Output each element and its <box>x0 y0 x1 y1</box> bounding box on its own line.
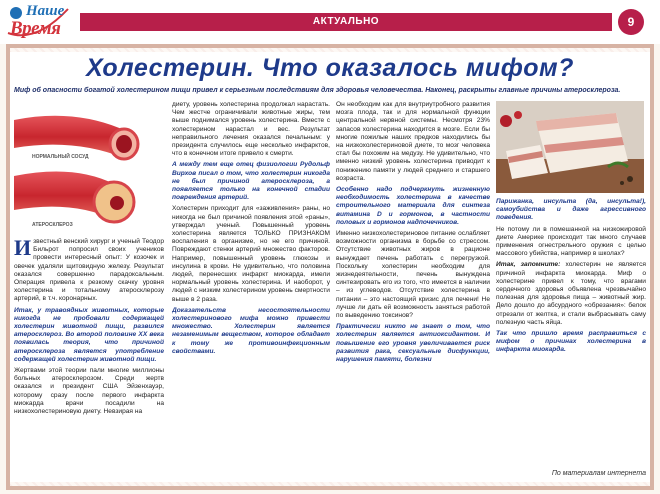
column-2 <box>172 101 330 469</box>
column-3 <box>336 101 490 469</box>
food-photo <box>496 101 644 193</box>
page-number: 9 <box>618 9 644 35</box>
column-1 <box>14 238 164 468</box>
col1-paragraph-3: Жертвами этой теории пали многие миллионы больных атеросклерозом. Среди жертв оказался и президент США Эйзенхауэр, которому сразу после первого инфаркта миокарда врачи посадили на низкохолестериновую диету. Невзирая на <box>14 367 164 416</box>
col4-paragraph-1: Не потому ли в помешанной на низкожировой диете Америке происходит так много случаев применения огнестрельного оружия с целью массового убийства, например в школах? <box>496 225 646 258</box>
article-subtitle: Миф об опасности богатой холестерином пищи привел к серьезным последствиям для здоровья человечества. Наконец, раскрыты главные причины атеросклероза. <box>14 87 621 94</box>
col4-caption: Парижанка, инсульта (да, инсульта!), самоубийства и даже агрессивного поведения. <box>496 198 646 222</box>
col3-paragraph-2: Особенно надо подчеркнуть жизненную необходимость холестерина в качестве строительного материала для синтеза витамина D и гормонов, в частности половых и гормонов надпочечников. <box>336 186 490 226</box>
col4-paragraph-3: Так что пришло время расправиться с мифом о причинах холестерина в инфаркта миокарда. <box>496 330 646 354</box>
label-normal-vessel: НОРМАЛЬНЫЙ СОСУД <box>32 154 89 160</box>
col2-paragraph-2: А между тем еще отец физиологии Рудольф Вирхов писал о том, что холестерин никогда не был причиной атеросклероза, а появляется только на конечной стадии повреждения артерий. <box>172 161 330 202</box>
col2-paragraph-3: Холестерин приходит для «заживления» раны, но никогда не был причиной появления этой «раны», утверждал ученый. Повышенный уровень холестерина является ТОЛЬКО ПРИЗНАКОМ воспаления в организме, но не его причиной. Повреждают стенки артерий множество факторов. Например, повышенный уровень глюкозы и инсулина в крови. Не удивительно, что половина людей, перенесших инфаркт миокарда, имели нормальный уровень холестерина. И наоборот, у людей с низким холестерином уровень смертности выше в 2 раза. <box>172 205 330 303</box>
drop-cap: И <box>14 238 32 260</box>
article-title: Холестерин. Что оказалось мифом? <box>86 54 574 82</box>
salo-photo <box>496 101 644 193</box>
col1-paragraph-2: Итак, у травоядных животных, которые никогда не пробовали содержащей холестерин животной пищи, развился атеросклероз. Во второй половине ХХ века появилась теория, что причиной атеросклероза является употребление содержащей холестерин животной пищи. <box>14 306 164 363</box>
page-header <box>0 0 660 44</box>
newspaper-logo <box>6 3 70 41</box>
col4-lead: Итак, запомните: <box>496 261 561 269</box>
col2-paragraph-4: Доказательств несостоятельности холестеринового мифа можно привести множество. Холестерин является незаменимым веществом, которое обладает к тому же противоинфекционным свойствами. <box>172 306 330 355</box>
col3-paragraph-3: Именно низкохолестериновое питание ослабляет возможности организма в борьбе со стрессом. Отсутствие животных жиров в рационе вынуждает печень работать с перегрузкой. Поскольку холестерин необходим для жизнедеятельности, печень вынуждена синтезировать его из того, что имеется в наличии – из углеводов. Отсутствие холестерина в питании – это настоящий кризис для печени! Не лучше ли дать ей возможность заняться работой по выведению токсинов? <box>336 230 490 320</box>
section-title: АКТУАЛЬНО <box>80 13 612 31</box>
source-note: По материалам интернета <box>551 470 646 477</box>
column-4 <box>496 198 646 468</box>
col3-paragraph-4: Практически никто не знает о том, что холестерин является антиоксидантом. И повышение его уровня увеличивается риск развития рака, сексуальные дисфункции, нарушения памяти, болезни <box>336 323 490 364</box>
artery-image <box>14 100 164 234</box>
col3-paragraph-1: Он необходим как для внутриутробного развития мозга плода, так и для нормальной функции центральной нервной системы. Несмотря 23% запасов холестерина находится в мозге. Если бы многие пожилые наших предков находились бы на низкохолестериновой диете, то мозг человека стал бы похожим на медузу. Не удивительно, что именно низкий уровень холестерина приводит к понижению памяти у людей среднего и старшего возраста. <box>336 101 490 182</box>
col2-paragraph-1: диету, уровень холестерина продолжал нарастать. Чем жестче ограничивали животные жиры, тем выше поднимался уровень холестерина. Вместе с холестерином нарастал и вес. Результат неправильного лечения оказался печальным: у президента случилось еще несколько инфарктов, что в конечном итоге привело к смерти. <box>172 101 330 158</box>
label-atherosclerosis: АТЕРОСКЛЕРОЗ <box>32 222 73 228</box>
logo-text-top: Наше <box>26 3 65 19</box>
logo-text-bottom: Время <box>10 18 61 39</box>
artery-illustration <box>14 100 164 234</box>
col4-paragraph-2: холестерин не является причиной инфаркта миокарда. Миф о холестерине привел к тому, что врагами сердечного здоровья объявлена чрезвычайно полезная для здоровья пища – животный жир. Дело дошло до абсурдного «обрезания»: белок отрезали от желтка, и стали выбрасывать саму полезную часть яйца. <box>496 261 646 326</box>
col1-paragraph-1: звестный венский хирург и ученый Теодор Бильрот попросил своих учеников провести интересный опыт: У козочек и овечек удаляли щитовидную железу. Результат оказался совершенно парадоксальным. Операция привела к резкому скачку уровня холестерина и тотальному атеросклерозу артерий, в т.ч. коронарных. <box>14 238 164 303</box>
